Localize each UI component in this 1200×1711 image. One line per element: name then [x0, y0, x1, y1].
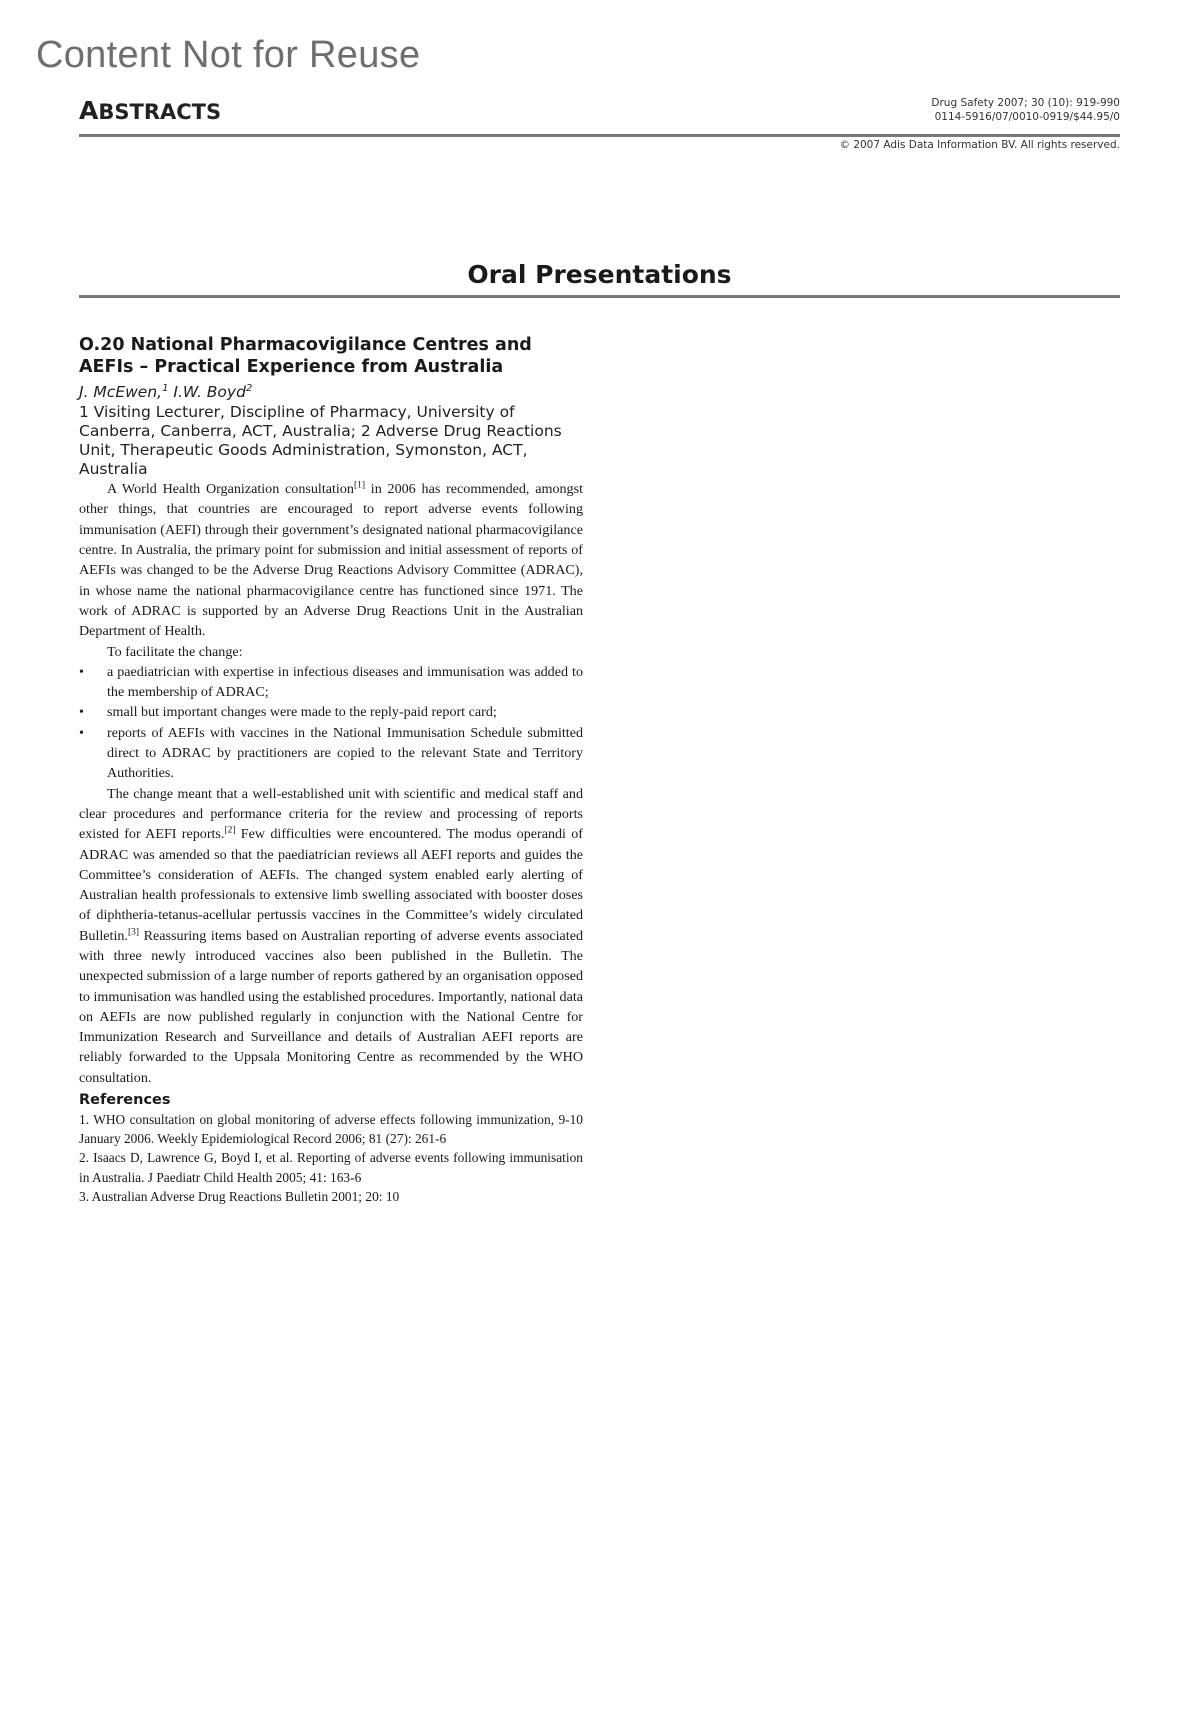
bullet-dot: •: [79, 704, 84, 721]
abstract-title: O.20 National Pharmacovigilance Centres and AEFIs – Practical Experience from Australia: [79, 335, 532, 377]
reference-item: 1. WHO consultation on global monitoring of adverse effects following immunization, 9-10 January 2006. Weekly Epidemiological Record 2006; 81 (27): 261-6: [79, 1112, 583, 1147]
bullet-text: a paediatrician with expertise in infectious diseases and immunisation was added to the membership of ADRAC;: [107, 663, 583, 701]
body-text-run: in 2006 has recommended, amongst other things, that countries are encouraged to report adverse events following immunisation (AEFI) through their government’s designated national pharmacovigilance centre. In Australia, the primary point for submission and initial assessment of reports of AEFIs was changed to be the Adverse Drug Reactions Advisory Committee (ADRAC), in whose name the national pharmacovigilance centre has functioned since 1971. The work of ADRAC is supported by an Adverse Drug Reactions Unit in the Australian Department of Health.: [79, 481, 583, 640]
section-label: [79, 96, 221, 125]
watermark-text: Content Not for Reuse: [36, 34, 421, 76]
bullet-text: small but important changes were made to the reply-paid report card;: [107, 704, 497, 721]
journal-reference: [931, 96, 1120, 124]
body-paragraph: [79, 784, 583, 1088]
bullet-item: [79, 723, 583, 784]
author-list: [79, 379, 583, 402]
author-affiliation-mark: 1: [162, 383, 169, 394]
journal-issn: 0114-5916/07/0010-0919/$44.95/0: [934, 111, 1120, 123]
abstract-body: [79, 479, 583, 1088]
bullet-item: [79, 662, 583, 703]
section-label-rest: BSTRACTS: [98, 100, 222, 124]
journal-citation: Drug Safety 2007; 30 (10): 919-990: [931, 97, 1120, 109]
affiliations: 1 Visiting Lecturer, Discipline of Pharmacy, University of Canberra, Canberra, ACT, Australia; 2 Adverse Drug Reactions Unit, Therapeutic Goods Administration, Symonston, ACT, Australia: [79, 403, 562, 479]
citation-mark: [2]: [224, 825, 236, 836]
references-heading: References: [79, 1092, 171, 1109]
author-affiliation-mark: 2: [245, 383, 253, 394]
bullet-dot: •: [79, 724, 84, 741]
section-label-initial: A: [79, 96, 99, 125]
author-name: I.W. Boyd: [168, 383, 246, 402]
author-name: J. McEwen,: [79, 383, 163, 402]
bullet-list: [79, 662, 583, 784]
body-text-run: Few difficulties were encountered. The modus operandi of ADRAC was amended so that the paediatrician reviews all AEFI reports and guides the Committee’s consideration of AEFIs. The changed system enabled early alerting of Australian health professionals to extensive limb swelling associated with booster doses of diphtheria-tetanus-acellular pertussis vaccines in the Committee’s widely circulated Bulletin.: [79, 826, 583, 944]
page-header: [79, 94, 1120, 137]
copyright-notice: © 2007 Adis Data Information BV. All rights reserved.: [839, 139, 1120, 151]
body-paragraph: [79, 479, 583, 641]
reference-item: 3. Australian Adverse Drug Reactions Bulletin 2001; 20: 10: [79, 1188, 400, 1204]
body-text-run: A World Health Organization consultation: [107, 481, 354, 498]
bullet-text: reports of AEFIs with vaccines in the National Immunisation Schedule submitted direct to ADRAC by practitioners are copied to the relevant State and Territory Authorities.: [107, 724, 583, 782]
body-text-run: The change meant that a well-established unit with scientific and medical staff and clear procedures and performance criteria for the review and processing of reports existed for AEFI reports.: [79, 785, 583, 843]
bullet-dot: •: [79, 663, 84, 680]
reference-list: [79, 1110, 583, 1206]
section-title: Oral Presentations: [79, 260, 1120, 298]
bullet-item: [79, 702, 583, 722]
citation-mark: [1]: [353, 480, 366, 491]
citation-mark: [3]: [127, 927, 140, 937]
body-text-run: Reassuring items based on Australian reporting of adverse events associated with three newly introduced vaccines also been published in the Bulletin. The unexpected submission of a large number of reports gathered by an organisation opposed to immunisation was handled using the established procedures. Importantly, national data on AEFIs are now published regularly in conjunction with the National Centre for Immunization Research and Surveillance and details of Australian AEFI reports are reliably forwarded to the Uppsala Monitoring Centre as recommended by the WHO consultation.: [79, 927, 583, 1086]
abstract-column: [79, 334, 583, 1206]
body-paragraph: To facilitate the change:: [107, 643, 243, 660]
reference-item: 2. Isaacs D, Lawrence G, Boyd I, et al. Reporting of adverse events following immunisation in Australia. J Paediatr Child Health 2005; 41: 163-6: [79, 1150, 583, 1185]
